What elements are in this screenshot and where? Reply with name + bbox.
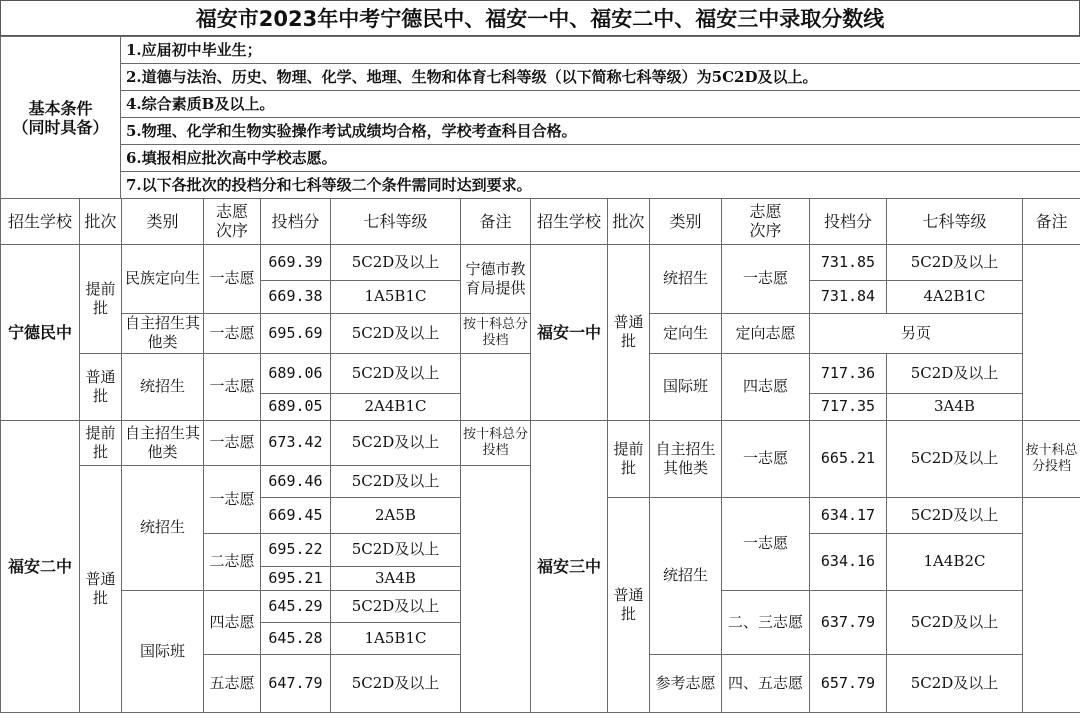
- order-cell: 五志愿: [204, 654, 261, 712]
- order-cell: 一志愿: [204, 353, 261, 420]
- category-cell: 国际班: [122, 590, 204, 712]
- grade-cell: 5C2D及以上: [331, 244, 461, 280]
- category-cell: 自主招生其他类: [650, 420, 722, 497]
- grade-cell: 3A4B: [331, 566, 461, 590]
- batch-cell: 提前批: [80, 420, 122, 465]
- table-row: [1, 420, 1080, 465]
- score-cell: 731.84: [810, 280, 887, 313]
- order-cell: 一志愿: [204, 244, 261, 313]
- school-ningde-minzhong: 宁德民中: [1, 244, 80, 420]
- score-cell: 695.22: [261, 533, 331, 566]
- order-cell: 一志愿: [722, 420, 810, 497]
- table-row: [1, 244, 1080, 280]
- header-category: 类别: [650, 199, 722, 244]
- header-order-line1: 志愿: [749, 202, 782, 222]
- category-cell: 民族定向生: [122, 244, 204, 313]
- condition-item: 2.道德与法治、历史、物理、化学、地理、生物和体育七科等级（以下简称七科等级）为5C2D及以上。: [121, 64, 1080, 91]
- category-cell: 统招生: [650, 497, 722, 654]
- grade-cell: 5C2D及以上: [887, 590, 1023, 654]
- order-cell: 二志愿: [204, 533, 261, 590]
- order-cell: 四志愿: [722, 353, 810, 420]
- condition-item: 7.以下各批次的投档分和七科等级二个条件需同时达到要求。: [121, 172, 1080, 199]
- condition-item: 5.物理、化学和生物实验操作考试成绩均合格，学校考查科目合格。: [121, 118, 1080, 145]
- school-fuan-yizhong: 福安一中: [531, 244, 608, 420]
- grade-cell: 3A4B: [887, 393, 1023, 420]
- grade-cell: 5C2D及以上: [887, 353, 1023, 393]
- score-cell: 689.05: [261, 393, 331, 420]
- header-batch: 批次: [608, 199, 650, 244]
- batch-cell: 提前批: [608, 420, 650, 497]
- note-cell: [1023, 244, 1080, 420]
- grade-cell: 5C2D及以上: [331, 465, 461, 497]
- grade-cell: 5C2D及以上: [887, 654, 1023, 712]
- order-cell: 二、三志愿: [722, 590, 810, 654]
- order-cell: 定向志愿: [722, 313, 810, 353]
- batch-cell: 普通批: [80, 353, 122, 420]
- order-cell: 一志愿: [722, 244, 810, 313]
- condition-item: 6.填报相应批次高中学校志愿。: [121, 145, 1080, 172]
- category-cell: 自主招生其他类: [122, 313, 204, 353]
- score-cell: 634.16: [810, 533, 887, 590]
- order-cell: 四志愿: [204, 590, 261, 654]
- condition-item: 1.应届初中毕业生；: [121, 37, 1080, 64]
- score-table: [0, 199, 1080, 713]
- order-cell: 四、五志愿: [722, 654, 810, 712]
- header-school: 招生学校: [1, 199, 80, 244]
- score-cell: 637.79: [810, 590, 887, 654]
- school-fuan-erzhong: 福安二中: [1, 420, 80, 712]
- grade-cell: 5C2D及以上: [331, 420, 461, 465]
- score-cell: 695.21: [261, 566, 331, 590]
- category-cell: 统招生: [650, 244, 722, 313]
- category-cell: 参考志愿: [650, 654, 722, 712]
- score-cell: 669.46: [261, 465, 331, 497]
- grade-cell: 5C2D及以上: [331, 654, 461, 712]
- header-note: 备注: [1023, 199, 1080, 244]
- conditions-label: [1, 37, 121, 199]
- score-cell: 669.38: [261, 280, 331, 313]
- score-cell: 647.79: [261, 654, 331, 712]
- note-cell: 按十科总分投档: [461, 313, 531, 353]
- condition-item: 4.综合素质B及以上。: [121, 91, 1080, 118]
- order-cell: 一志愿: [204, 420, 261, 465]
- category-cell: 定向生: [650, 313, 722, 353]
- score-cell: 669.45: [261, 497, 331, 533]
- score-cell: 695.69: [261, 313, 331, 353]
- header-order: [722, 199, 810, 244]
- note-cell: [461, 353, 531, 420]
- header-grade: 七科等级: [331, 199, 461, 244]
- conditions-label-line2: （同时具备）: [12, 117, 109, 137]
- school-fuan-sanzhong: 福安三中: [531, 420, 608, 712]
- note-cell: 按十科总分投档: [1023, 420, 1080, 497]
- batch-cell: 普通批: [80, 465, 122, 712]
- score-cell: 731.85: [810, 244, 887, 280]
- grade-cell: 5C2D及以上: [331, 590, 461, 622]
- score-cell: 657.79: [810, 654, 887, 712]
- order-cell: 一志愿: [204, 465, 261, 533]
- note-cell: [461, 465, 531, 712]
- header-order-line1: 志愿: [215, 202, 248, 222]
- batch-cell: 普通批: [608, 497, 650, 712]
- header-grade: 七科等级: [887, 199, 1023, 244]
- grade-cell: 5C2D及以上: [887, 497, 1023, 533]
- score-cell: 717.35: [810, 393, 887, 420]
- order-cell: 一志愿: [722, 497, 810, 590]
- score-cell: 634.17: [810, 497, 887, 533]
- grade-cell: 4A2B1C: [887, 280, 1023, 313]
- score-cell: 669.39: [261, 244, 331, 280]
- header-score: 投档分: [261, 199, 331, 244]
- note-cell: 宁德市教育局提供: [461, 244, 531, 313]
- grade-cell: 1A5B1C: [331, 622, 461, 654]
- grade-cell: 1A5B1C: [331, 280, 461, 313]
- basic-conditions-table: [0, 36, 1080, 199]
- grade-cell: 5C2D及以上: [331, 313, 461, 353]
- header-batch: 批次: [80, 199, 122, 244]
- grade-cell: 2A5B: [331, 497, 461, 533]
- category-cell: 国际班: [650, 353, 722, 420]
- batch-cell: 普通批: [608, 244, 650, 420]
- header-order: [204, 199, 261, 244]
- table-header-row: [1, 199, 1080, 244]
- score-cell: 645.28: [261, 622, 331, 654]
- grade-cell: 5C2D及以上: [887, 244, 1023, 280]
- note-cell: [1023, 497, 1080, 712]
- header-order-line2: 次序: [749, 221, 782, 241]
- header-school: 招生学校: [531, 199, 608, 244]
- grade-cell: 1A4B2C: [887, 533, 1023, 590]
- grade-cell: 5C2D及以上: [887, 420, 1023, 497]
- grade-cell: 5C2D及以上: [331, 533, 461, 566]
- score-cell: 665.21: [810, 420, 887, 497]
- header-score: 投档分: [810, 199, 887, 244]
- category-cell: 统招生: [122, 353, 204, 420]
- header-category: 类别: [122, 199, 204, 244]
- score-cell: 645.29: [261, 590, 331, 622]
- batch-cell: 提前批: [80, 244, 122, 353]
- note-cell: 按十科总分投档: [461, 420, 531, 465]
- category-cell: 统招生: [122, 465, 204, 590]
- category-cell: 自主招生其他类: [122, 420, 204, 465]
- grade-cell: 5C2D及以上: [331, 353, 461, 393]
- score-cell: 717.36: [810, 353, 887, 393]
- header-note: 备注: [461, 199, 531, 244]
- page-title: 福安市2023年中考宁德民中、福安一中、福安二中、福安三中录取分数线: [0, 0, 1080, 36]
- conditions-label-line1: 基本条件: [28, 98, 93, 118]
- see-other-page-cell: 另页: [810, 313, 1023, 353]
- header-order-line2: 次序: [215, 221, 248, 241]
- score-cell: 673.42: [261, 420, 331, 465]
- order-cell: 一志愿: [204, 313, 261, 353]
- grade-cell: 2A4B1C: [331, 393, 461, 420]
- score-cell: 689.06: [261, 353, 331, 393]
